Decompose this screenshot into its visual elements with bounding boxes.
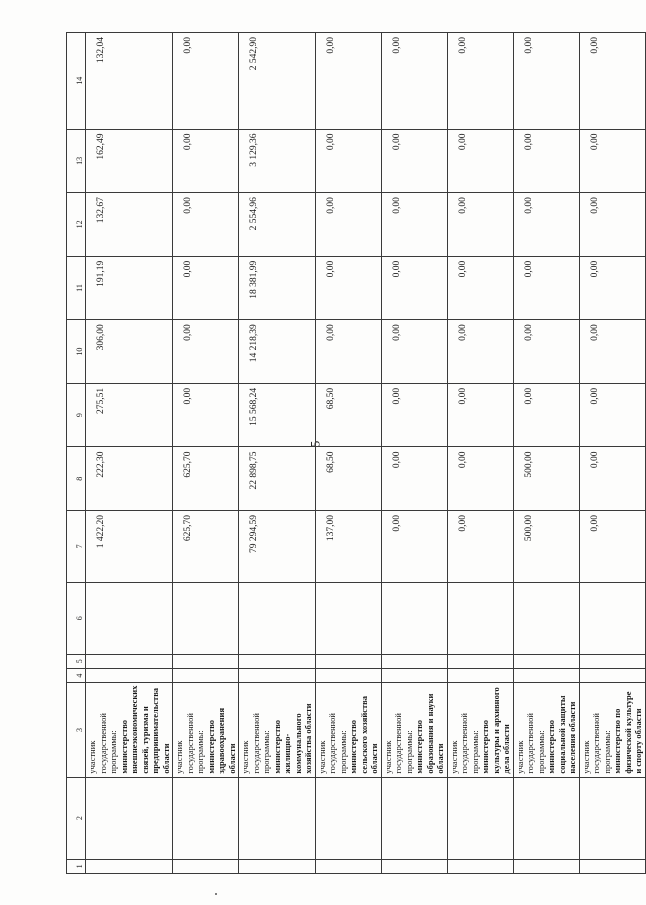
amount-cell: 625,70 <box>173 511 239 583</box>
empty-cell <box>239 859 316 873</box>
participant-lead: участник государственной программы: <box>240 713 271 774</box>
column-number-cell: 13 <box>67 129 86 193</box>
amount-cell: 500,00 <box>513 511 579 583</box>
table-row <box>239 33 316 874</box>
amount-cell: 0,00 <box>173 193 239 257</box>
amount-cell: 0,00 <box>315 193 381 257</box>
empty-cell <box>86 859 173 873</box>
participant-lead: участник государственной программы: <box>382 713 414 774</box>
amount-cell: 0,00 <box>315 33 381 130</box>
empty-cell <box>513 668 579 682</box>
amount-cell: 3 129,36 <box>239 129 316 193</box>
amount-cell: 275,51 <box>86 383 173 447</box>
amount-cell: 0,00 <box>173 320 239 384</box>
amount-cell: 191,19 <box>86 256 173 320</box>
empty-cell <box>579 668 645 682</box>
empty-cell <box>513 859 579 873</box>
participant-description <box>447 683 513 777</box>
table-row <box>579 33 645 874</box>
table-row <box>173 33 239 874</box>
empty-cell <box>315 859 381 873</box>
amount-cell: 0,00 <box>381 447 447 511</box>
column-number-cell: 6 <box>67 582 86 654</box>
participant-name: министерство жилищно-коммунального хозяйства области <box>271 703 313 774</box>
empty-cell <box>86 777 173 859</box>
amount-cell: 0,00 <box>513 129 579 193</box>
amount-cell: 0,00 <box>579 256 645 320</box>
participant-description <box>239 683 316 777</box>
table-row <box>513 33 579 874</box>
amount-cell: 0,00 <box>381 320 447 384</box>
amount-cell: 79 294,59 <box>239 511 316 583</box>
participant-description <box>173 683 239 777</box>
amount-cell: 0,00 <box>579 511 645 583</box>
empty-cell <box>381 859 447 873</box>
amount-cell: 0,00 <box>173 383 239 447</box>
column-number-cell: 1 <box>67 859 86 873</box>
amount-cell: 0,00 <box>447 129 513 193</box>
amount-cell: 0,00 <box>173 256 239 320</box>
table-row <box>86 33 173 874</box>
amount-cell: 0,00 <box>447 193 513 257</box>
amount-cell: 0,00 <box>447 447 513 511</box>
amount-cell: 0,00 <box>381 511 447 583</box>
column-number-cell: 4 <box>67 668 86 682</box>
amount-cell: 0,00 <box>513 256 579 320</box>
amount-cell: 18 381,99 <box>239 256 316 320</box>
amount-cell: 500,00 <box>513 447 579 511</box>
amount-cell: 162,49 <box>86 129 173 193</box>
column-number-cell: 12 <box>67 193 86 257</box>
empty-cell <box>447 668 513 682</box>
empty-cell <box>513 654 579 668</box>
participant-lead: участник государственной программы: <box>316 713 348 774</box>
empty-cell <box>239 582 316 654</box>
empty-cell <box>579 654 645 668</box>
participant-name: министерство образования и науки области <box>414 693 445 774</box>
amount-cell: 0,00 <box>447 383 513 447</box>
empty-cell <box>381 668 447 682</box>
empty-cell <box>447 654 513 668</box>
participant-lead: участник государственной программы: <box>87 713 118 774</box>
amount-cell: 0,00 <box>513 383 579 447</box>
amount-cell: 0,00 <box>381 383 447 447</box>
amount-cell: 625,70 <box>173 447 239 511</box>
amount-cell: 0,00 <box>381 129 447 193</box>
empty-cell <box>315 668 381 682</box>
amount-cell: 0,00 <box>447 511 513 583</box>
empty-cell <box>513 582 579 654</box>
participant-description <box>315 683 381 777</box>
empty-cell <box>173 668 239 682</box>
empty-cell <box>239 668 316 682</box>
participant-name: министерство здравоохранения области <box>205 707 237 774</box>
amount-cell: 0,00 <box>173 129 239 193</box>
funding-table <box>66 32 646 874</box>
participant-lead: участник государственной программы: <box>174 713 205 774</box>
amount-cell: 0,00 <box>381 193 447 257</box>
amount-cell: 1 422,20 <box>86 511 173 583</box>
empty-cell <box>315 582 381 654</box>
amount-cell: 0,00 <box>579 193 645 257</box>
amount-cell: 68,50 <box>315 447 381 511</box>
empty-cell <box>86 654 173 668</box>
column-number-cell: 11 <box>67 256 86 320</box>
amount-cell: 137,00 <box>315 511 381 583</box>
amount-cell: 132,04 <box>86 33 173 130</box>
participant-lead: участник государственной программы: <box>580 713 612 774</box>
scan-speck <box>215 893 217 895</box>
amount-cell: 132,67 <box>86 193 173 257</box>
amount-cell: 0,00 <box>173 33 239 130</box>
amount-cell: 0,00 <box>579 383 645 447</box>
table-row <box>447 33 513 874</box>
column-number-cell: 14 <box>67 33 86 130</box>
empty-cell <box>579 777 645 859</box>
empty-cell <box>86 668 173 682</box>
amount-cell: 0,00 <box>579 129 645 193</box>
participant-lead: участник государственной программы: <box>514 713 546 774</box>
column-number-row <box>67 33 86 874</box>
empty-cell <box>381 582 447 654</box>
page-number: 5 <box>307 440 323 448</box>
empty-cell <box>447 859 513 873</box>
empty-cell <box>315 654 381 668</box>
amount-cell: 0,00 <box>579 447 645 511</box>
column-number-cell: 3 <box>67 683 86 777</box>
amount-cell: 22 898,75 <box>239 447 316 511</box>
amount-cell: 0,00 <box>513 193 579 257</box>
participant-description <box>513 683 579 777</box>
amount-cell: 0,00 <box>447 320 513 384</box>
participant-lead: участник государственной программы: <box>448 713 480 774</box>
empty-cell <box>239 654 316 668</box>
empty-cell <box>173 777 239 859</box>
amount-cell: 0,00 <box>447 33 513 130</box>
empty-cell <box>173 654 239 668</box>
column-number-cell: 10 <box>67 320 86 384</box>
empty-cell <box>315 777 381 859</box>
empty-cell <box>173 859 239 873</box>
empty-cell <box>447 582 513 654</box>
amount-cell: 2 542,90 <box>239 33 316 130</box>
participant-name: министерство внешнеэкономических связей, туризма и предпринимательства области <box>118 685 171 774</box>
column-number-cell: 8 <box>67 447 86 511</box>
empty-cell <box>173 582 239 654</box>
column-number-cell: 9 <box>67 383 86 447</box>
participant-description <box>579 683 645 777</box>
amount-cell: 0,00 <box>513 33 579 130</box>
empty-cell <box>447 777 513 859</box>
empty-cell <box>579 859 645 873</box>
amount-cell: 0,00 <box>579 33 645 130</box>
amount-cell: 14 218,39 <box>239 320 316 384</box>
amount-cell: 0,00 <box>315 129 381 193</box>
participant-description <box>381 683 447 777</box>
amount-cell: 306,00 <box>86 320 173 384</box>
amount-cell: 0,00 <box>513 320 579 384</box>
empty-cell <box>381 777 447 859</box>
amount-cell: 222,30 <box>86 447 173 511</box>
amount-cell: 0,00 <box>381 256 447 320</box>
empty-cell <box>579 582 645 654</box>
table-row <box>381 33 447 874</box>
empty-cell <box>86 582 173 654</box>
participant-name: министерство сельского хозяйства области <box>348 695 379 774</box>
column-number-cell: 2 <box>67 777 86 859</box>
amount-cell: 0,00 <box>447 256 513 320</box>
amount-cell: 0,00 <box>381 33 447 130</box>
empty-cell <box>381 654 447 668</box>
amount-cell: 15 568,24 <box>239 383 316 447</box>
amount-cell: 0,00 <box>315 320 381 384</box>
amount-cell: 0,00 <box>579 320 645 384</box>
empty-cell <box>513 777 579 859</box>
participant-name: министерство культуры и архивного дела области <box>480 687 511 774</box>
amount-cell: 68,50 <box>315 383 381 447</box>
column-number-cell: 7 <box>67 511 86 583</box>
amount-cell: 0,00 <box>315 256 381 320</box>
participant-name: министерство социальной защиты населения области <box>546 695 577 774</box>
empty-cell <box>239 777 316 859</box>
participant-description <box>86 683 173 777</box>
table-row <box>315 33 381 874</box>
participant-name: министерство по физической культуре и спорту области <box>612 691 643 774</box>
column-number-cell: 5 <box>67 654 86 668</box>
amount-cell: 2 554,96 <box>239 193 316 257</box>
